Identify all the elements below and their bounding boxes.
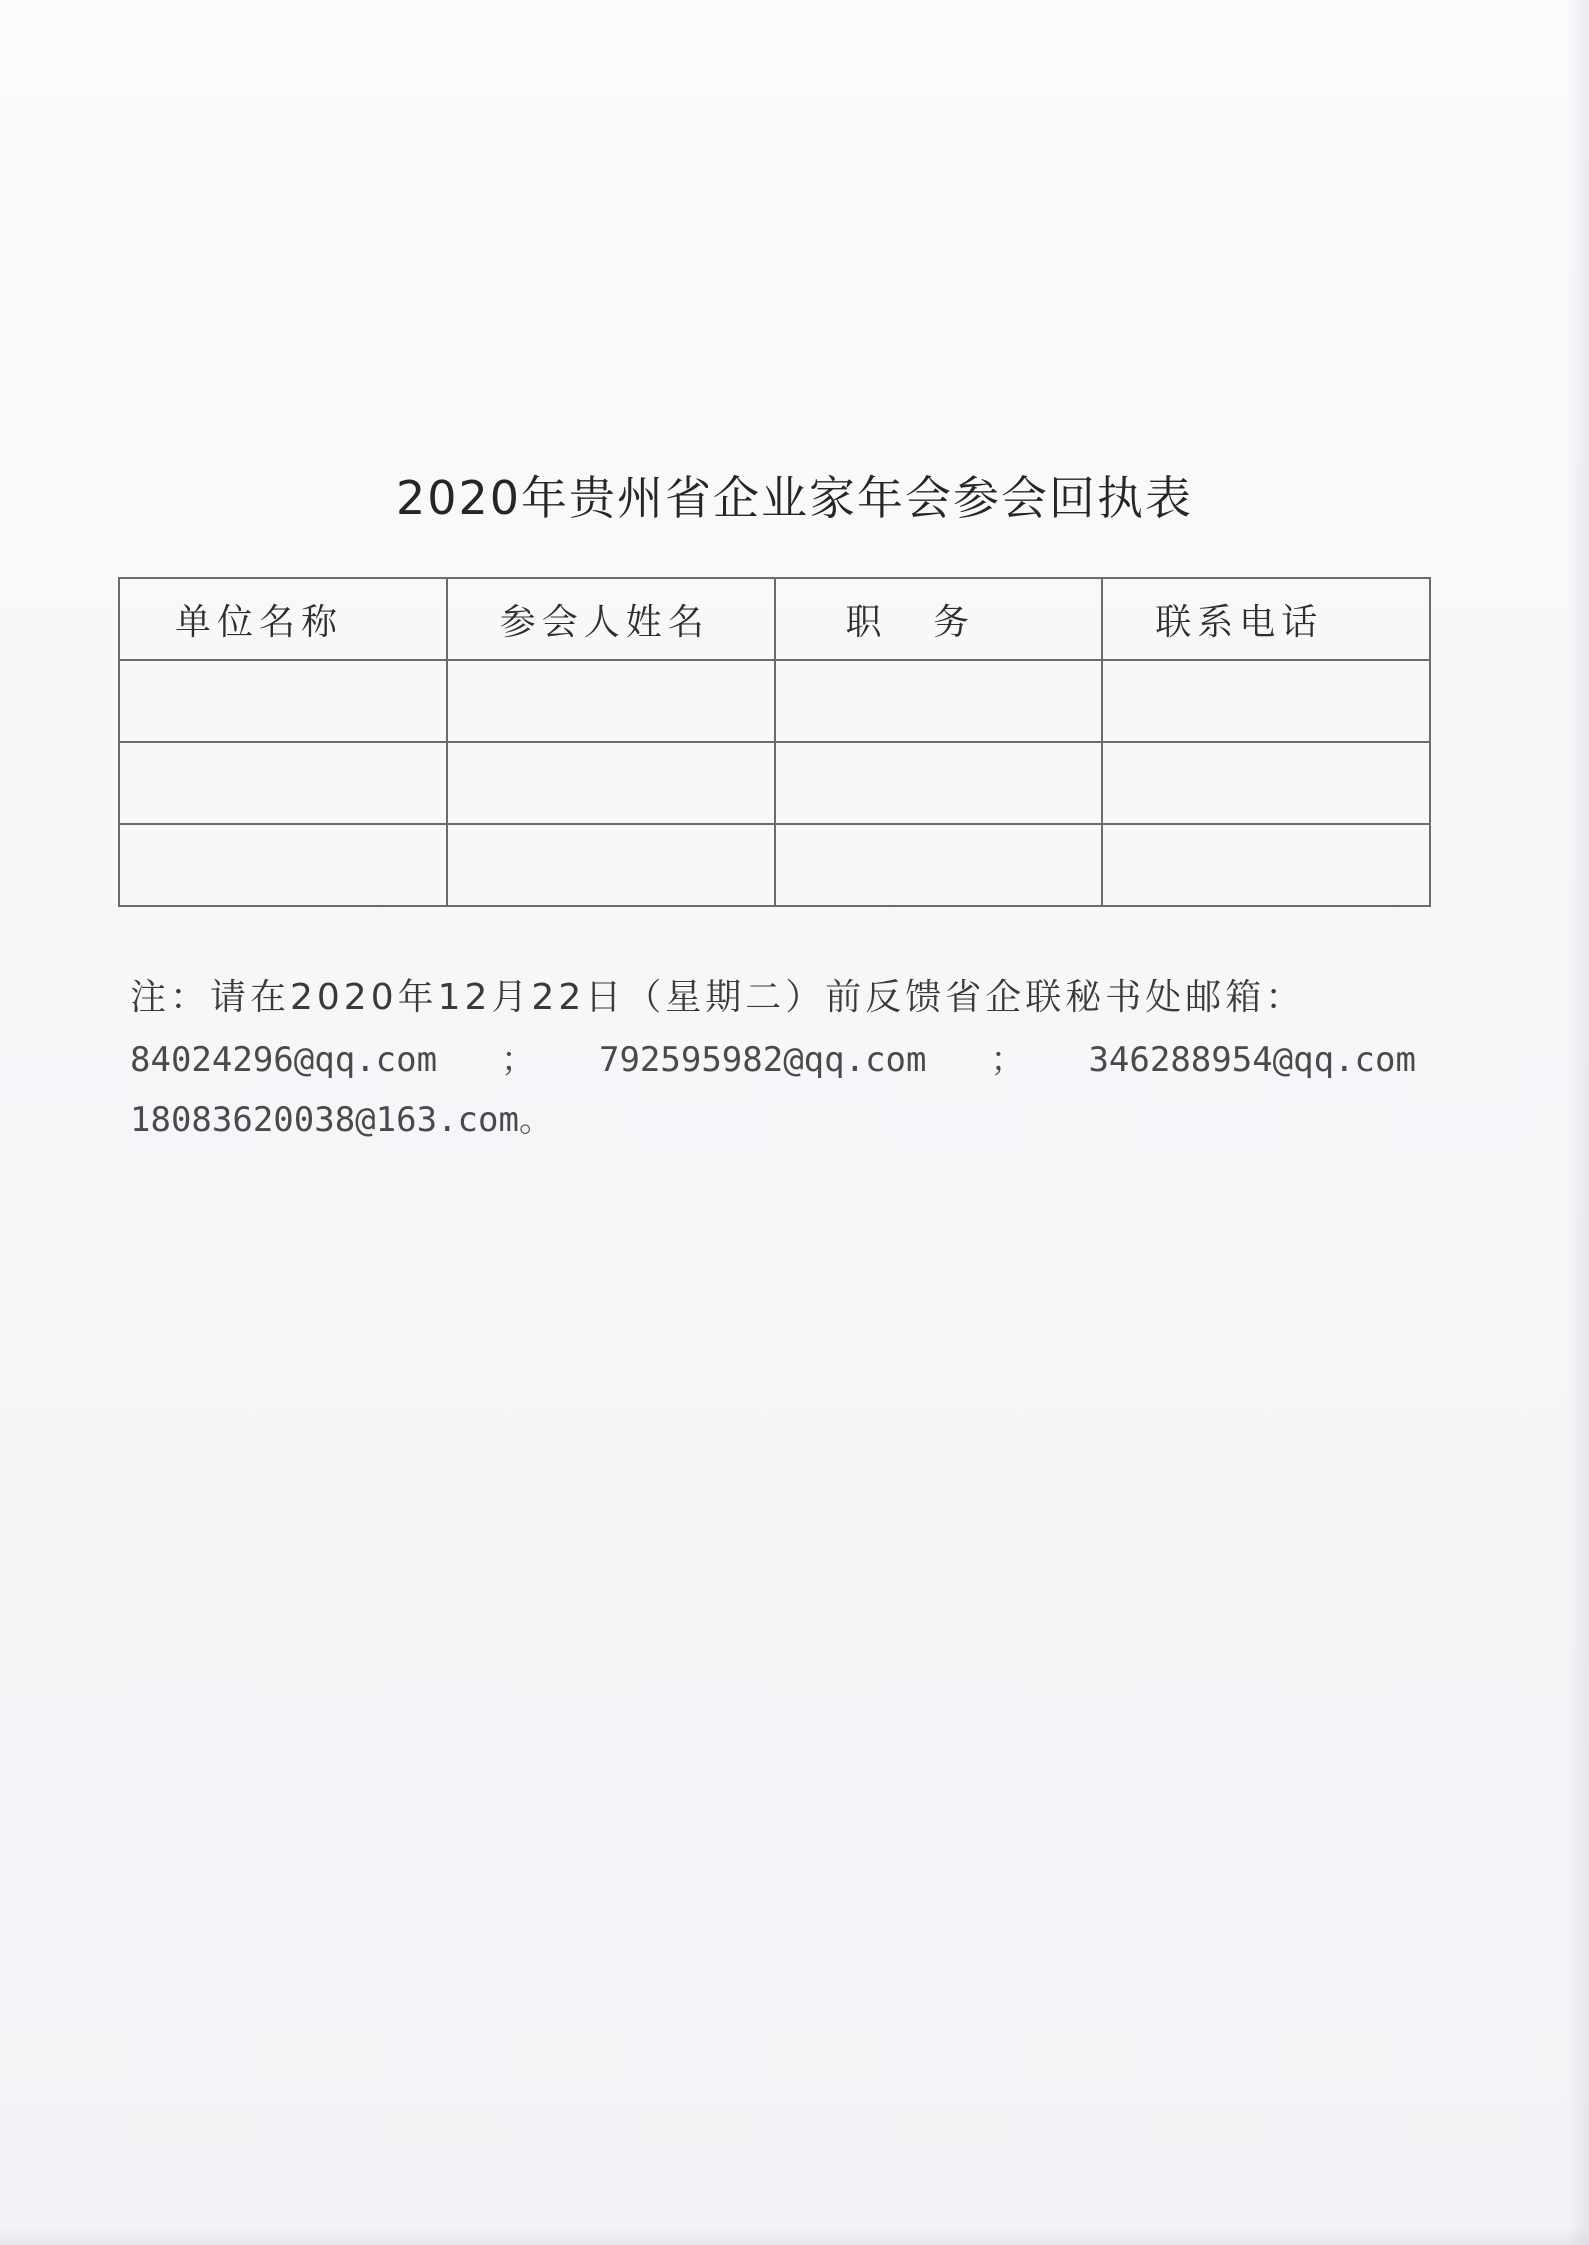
header-attendee-name: 参会人姓名: [447, 578, 775, 660]
table-row: [119, 742, 1430, 824]
document-title: 2020年贵州省企业家年会参会回执表: [395, 471, 1194, 525]
cell-phone: [1102, 742, 1430, 824]
note-text: 注：请在2020年12月22日（星期二）前反馈省企联秘书处邮箱：: [130, 977, 1306, 1018]
cell-phone: [1102, 824, 1430, 906]
email-separator: ；: [990, 1040, 1025, 1080]
email-address-2: 792595982@qq.com: [598, 1040, 927, 1080]
scan-shadow-bottom: [0, 2227, 1589, 2245]
table-row: [119, 824, 1430, 906]
reply-form-table: [118, 577, 1431, 907]
scan-shadow-right: [1567, 0, 1589, 2245]
cell-attendee-name: [447, 824, 775, 906]
cell-position: [775, 660, 1103, 742]
email-address-4: 18083620038@163.com: [130, 1100, 519, 1140]
cell-unit-name: [119, 742, 447, 824]
cell-attendee-name: [447, 742, 775, 824]
email-line-1: [130, 1030, 1416, 1090]
table-row: [119, 660, 1430, 742]
cell-unit-name: [119, 660, 447, 742]
table-header-row: [119, 578, 1430, 660]
email-address-1: 84024296@qq.com: [130, 1040, 438, 1080]
cell-unit-name: [119, 824, 447, 906]
cell-phone: [1102, 660, 1430, 742]
cell-position: [775, 742, 1103, 824]
cell-attendee-name: [447, 660, 775, 742]
email-line-2: [130, 1090, 1420, 1150]
email-address-3: 346288954@qq.com: [1088, 1040, 1416, 1080]
email-list: [130, 1030, 1420, 1150]
cell-position: [775, 824, 1103, 906]
email-separator: ；: [501, 1040, 536, 1080]
header-position: 职 务: [775, 578, 1103, 660]
email-terminal-punct: 。: [518, 1100, 553, 1140]
header-unit-name: 单位名称: [119, 578, 447, 660]
header-phone: 联系电话: [1102, 578, 1430, 660]
